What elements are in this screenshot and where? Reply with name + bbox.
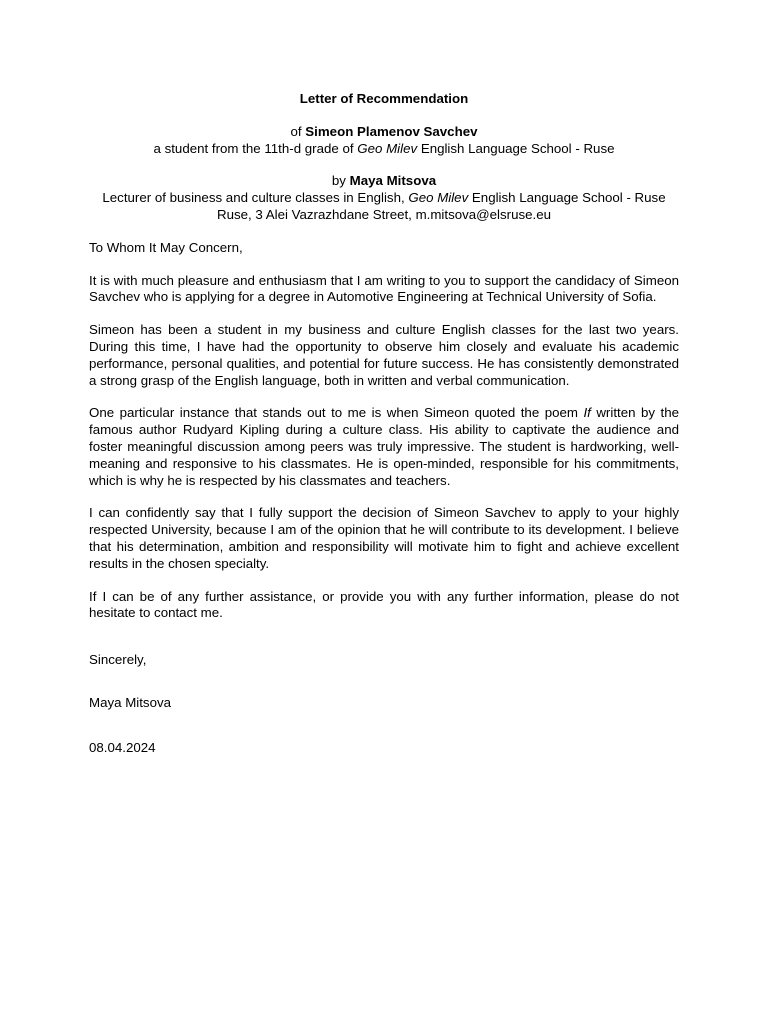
author-line-post: English Language School - Ruse — [468, 190, 666, 206]
author-line-pre: Lecturer of business and culture classes in English, — [102, 190, 409, 206]
paragraph-4: I can confidently say that I fully support the decision of Simeon Savchev to apply to your highly respected University, because I am of the opinion that he will contribute to its development. I believe that his determination, ambition and responsibility will motivate him to fight and achieve excellent results in the chosen specialty. — [89, 505, 679, 571]
salutation: To Whom It May Concern, — [89, 239, 243, 255]
signature-name: Maya Mitsova — [89, 694, 172, 710]
of-prefix: of — [290, 123, 306, 139]
by-prefix: by — [331, 173, 350, 189]
paragraph-3 — [89, 405, 679, 489]
letter-date: 08.04.2024 — [89, 739, 156, 755]
letter-title: Letter of Recommendation — [299, 91, 469, 106]
author-name: Maya Mitsova — [349, 173, 437, 189]
student-name: Simeon Plamenov Savchev — [305, 123, 478, 139]
student-grade-line — [89, 141, 679, 158]
author-school-italic: Geo Milev — [408, 190, 469, 206]
paragraph-5: If I can be of any further assistance, or provide you with any further information, please do not hesitate to contact me. — [89, 588, 679, 621]
paragraph-2: Simeon has been a student in my business and culture English classes for the last two years. During this time, I have had the opportunity to observe him closely and evaluate his academic performance, personal qualities, and potential for future success. He has consistently demonstrated a strong grasp of the English language, both in written and verbal communication. — [89, 322, 679, 388]
paragraph-1: It is with much pleasure and enthusiasm that I am writing to you to support the candidacy of Simeon Savchev who is applying for a degree in Automotive Engineering at Technical University of Sofia. — [89, 272, 679, 305]
letter-body — [89, 91, 679, 757]
author-address-line: Ruse, 3 Alei Vazrazhdane Street, m.mitsova@elsruse.eu — [216, 206, 551, 222]
student-line-of — [89, 124, 679, 141]
author-title-line — [89, 190, 679, 207]
student-line-post: English Language School - Ruse — [417, 140, 615, 156]
author-line-by — [89, 173, 679, 190]
paragraph-3-pre: One particular instance that stands out to me is when Simeon quoted the poem — [89, 405, 584, 421]
paragraph-3-post: written by the famous author Rudyard Kipling during a culture class. His ability to captivate the audience and foster meaningful discussion among peers was truly impressive. The student is hardworking, well-meaning and responsive to his classmates. He is open-minded, responsible for his commitments, which is why he is respected by his classmates and teachers. — [89, 405, 679, 488]
school-name-italic: Geo Milev — [357, 140, 418, 156]
student-line-pre: a student from the 11th-d grade of — [153, 140, 358, 156]
closing: Sincerely, — [89, 652, 147, 668]
poem-title: If — [583, 405, 591, 421]
